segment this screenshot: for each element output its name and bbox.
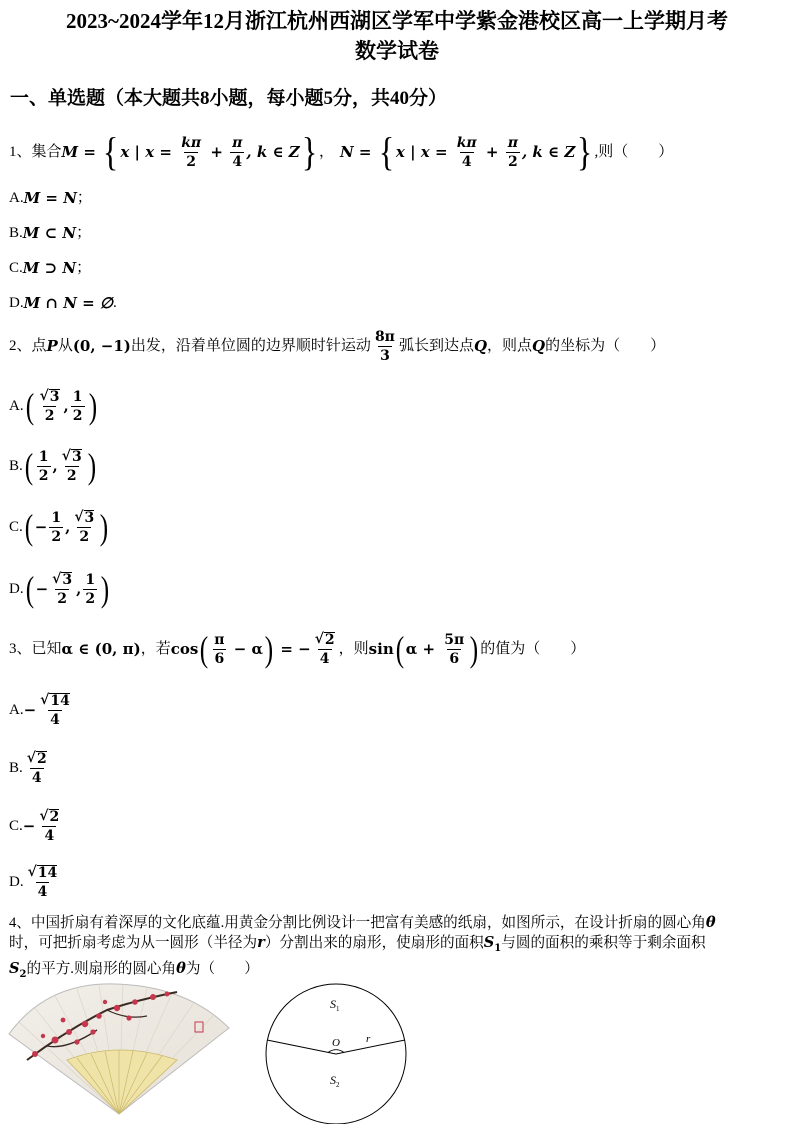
- right-brace: }: [301, 129, 318, 174]
- question-4-stem: [9, 913, 785, 985]
- radicand: 2: [49, 809, 60, 825]
- sqrt: √ 2: [314, 631, 335, 648]
- option-expr: M ⊂ N: [22, 224, 77, 242]
- set-m: M: [61, 143, 79, 161]
- q4-text: ）分割出来的扇形，使扇形的面积: [264, 935, 484, 951]
- radicand: 3: [84, 510, 95, 526]
- q2-text: 弧长到达点: [398, 338, 474, 354]
- left-brace: {: [378, 129, 394, 174]
- radicand: 3: [49, 389, 60, 405]
- option-label: C.: [9, 260, 23, 276]
- option-label: B.: [9, 458, 23, 474]
- start-point: (0, −1): [72, 337, 131, 355]
- denominator: 2: [186, 153, 197, 170]
- q4-text: 与圆的面积的乘积等于剩余面积: [501, 935, 706, 951]
- option-c[interactable]: [9, 505, 110, 549]
- left-paren: (: [395, 629, 404, 669]
- right-brace: }: [577, 129, 593, 174]
- right-paren: ): [100, 569, 110, 609]
- sqrt: √ 3: [39, 388, 60, 405]
- denominator: 6: [214, 650, 225, 667]
- option-label: D.: [9, 295, 24, 311]
- arc-fraction: [373, 330, 397, 363]
- q4-text: 时，可把折扇考虑为从一圆形（半径为: [9, 935, 258, 951]
- numerator: kπ: [456, 134, 477, 151]
- left-paren: (: [24, 446, 33, 486]
- exam-title-line2: 数学试卷: [355, 39, 439, 63]
- equals-negative: = −: [275, 640, 311, 658]
- label-radius-r: r: [366, 1033, 371, 1045]
- fraction: [71, 390, 85, 423]
- fraction: [442, 633, 466, 666]
- option-c[interactable]: [9, 257, 91, 279]
- angle-arc: [328, 1050, 344, 1053]
- fraction: [179, 136, 203, 169]
- q4-text: 中国折扇有着深厚的文化底蕴.用黄金分割比例设计一把富有美感的纸扇，如图所示，在设计折扇的圆心角: [30, 915, 706, 931]
- numerator: 8π: [374, 328, 395, 345]
- numerator: π: [507, 134, 518, 151]
- option-label: D.: [9, 874, 24, 890]
- plus-sign: +: [480, 143, 504, 161]
- sqrt: √ 2: [39, 808, 60, 825]
- area-s2: S: [9, 959, 20, 977]
- option-label: D.: [9, 581, 24, 597]
- numerator: 1: [38, 448, 49, 465]
- equals-sign: =: [353, 143, 377, 161]
- option-d[interactable]: [9, 567, 111, 611]
- var-x: x: [395, 143, 405, 161]
- radicand: 2: [36, 751, 47, 767]
- numerator: 1: [51, 509, 62, 526]
- q2-text: 出发，沿着单位圆的边界顺时针运动: [130, 338, 371, 354]
- left-paren: (: [200, 629, 209, 669]
- alpha-plus: α +: [405, 640, 441, 658]
- point-q: Q: [473, 337, 488, 355]
- fraction: [506, 136, 520, 169]
- option-a[interactable]: [9, 688, 74, 732]
- denominator: 4: [461, 153, 472, 170]
- fraction: [38, 693, 72, 727]
- left-brace: {: [103, 129, 119, 174]
- fraction: [37, 809, 61, 843]
- option-expr: M = N: [23, 189, 77, 207]
- comma: ,: [52, 457, 58, 475]
- sqrt: √ 14: [27, 864, 58, 881]
- q2-text: ，则点: [487, 338, 533, 354]
- label-s2: $S_2$: [330, 1073, 340, 1089]
- theta: θ: [705, 914, 716, 931]
- radicand: 14: [37, 865, 58, 881]
- denominator: 2: [79, 529, 90, 545]
- q2-text: 点: [31, 338, 47, 354]
- right-paren: ): [470, 629, 479, 669]
- denominator: 2: [57, 591, 68, 607]
- option-expr: M ⊃ N: [22, 259, 77, 277]
- option-end: ；: [76, 225, 92, 241]
- sector-radius-left: [267, 1040, 336, 1054]
- question-number: 3、: [9, 641, 32, 657]
- denominator: 2: [51, 528, 62, 545]
- sector-radius-right: [336, 1040, 405, 1054]
- numerator: π: [214, 631, 225, 648]
- radicand: 3: [71, 449, 82, 465]
- option-a[interactable]: [9, 187, 92, 209]
- fraction: [60, 449, 84, 483]
- sqrt: √ 14: [40, 692, 70, 709]
- theta: θ: [176, 959, 186, 977]
- equals-sign: =: [154, 143, 178, 161]
- set-n: N: [339, 143, 354, 161]
- q3-text: ，则: [338, 641, 369, 657]
- equals-sign: =: [429, 143, 453, 161]
- denominator: 2: [72, 407, 83, 424]
- radicand: 3: [62, 572, 73, 588]
- question-number: 2、: [9, 338, 32, 354]
- left-paren: (: [25, 386, 34, 426]
- option-b[interactable]: [9, 746, 51, 790]
- set-bar: |: [129, 143, 146, 161]
- question-number: 1、: [9, 144, 32, 160]
- denominator: 2: [38, 467, 49, 484]
- sqrt: √ 3: [61, 448, 82, 465]
- numerator: [38, 693, 72, 710]
- option-end: ；: [76, 190, 92, 206]
- question-3-stem: [9, 627, 585, 671]
- denominator: 2: [507, 153, 518, 170]
- folding-fan-illustration: [7, 980, 237, 1120]
- fraction: [38, 389, 62, 423]
- point-q: Q: [532, 337, 546, 355]
- var-x: x: [145, 143, 155, 161]
- subscript: 1: [494, 942, 502, 954]
- label-s1: $S_1$: [330, 997, 340, 1013]
- numerator: 1: [85, 571, 96, 588]
- denominator: 4: [31, 770, 42, 786]
- fraction: [37, 450, 51, 483]
- denominator: 4: [232, 153, 243, 170]
- numerator: [60, 449, 84, 466]
- denominator: 6: [449, 650, 460, 667]
- numerator: 5π: [444, 631, 465, 648]
- option-a[interactable]: [9, 384, 99, 428]
- radius-r: r: [257, 934, 265, 951]
- denominator: 2: [44, 408, 55, 424]
- comma: ,: [63, 397, 69, 415]
- var-x: x: [420, 143, 430, 161]
- plus-sign: +: [205, 143, 229, 161]
- radicand: 2: [324, 632, 335, 648]
- option-expr: M ∩ N = ∅: [23, 294, 114, 312]
- numerator: [26, 865, 60, 882]
- denominator: 2: [66, 468, 77, 484]
- option-label: B.: [9, 760, 23, 776]
- fraction: [83, 573, 97, 606]
- q4-line-1: [9, 913, 785, 933]
- minus-sign: −: [35, 580, 49, 598]
- fraction: [72, 510, 96, 544]
- radicand: 14: [50, 693, 70, 709]
- q1-tail: ,则（ ）: [594, 144, 674, 160]
- separator: ，: [318, 144, 334, 160]
- left-paren: (: [24, 507, 33, 547]
- minus-sign: −: [23, 701, 37, 719]
- point-p: P: [46, 337, 58, 355]
- q2-text: 从: [57, 338, 73, 354]
- minus-sign: −: [22, 817, 36, 835]
- minus-sign: −: [34, 518, 48, 536]
- numerator: [50, 572, 74, 589]
- q3-text: ，若: [140, 641, 171, 657]
- denominator: 4: [50, 712, 60, 728]
- fraction: [49, 511, 63, 544]
- sin-function: sin: [368, 640, 394, 658]
- numerator: [38, 389, 62, 406]
- numerator: kπ: [181, 134, 202, 151]
- denominator: 4: [44, 828, 55, 844]
- right-paren: ): [87, 446, 96, 486]
- k-in-z: , k ∈ Z: [246, 143, 300, 161]
- q4-text: 为（ ）: [185, 960, 259, 977]
- numerator: [72, 510, 96, 527]
- label-center-o: O: [332, 1037, 340, 1049]
- exam-title-line1: 2023~2024学年12月浙江杭州西湖区学军中学紫金港校区高一上学期月考: [66, 9, 728, 33]
- right-paren: ): [88, 386, 97, 426]
- var-x: x: [120, 143, 130, 161]
- option-b[interactable]: [9, 444, 98, 488]
- fraction: [26, 865, 60, 899]
- sqrt: √ 2: [26, 750, 47, 767]
- fraction: [313, 632, 337, 666]
- set-bar: |: [404, 143, 421, 161]
- right-paren: ): [100, 507, 109, 547]
- option-end: .: [113, 295, 117, 311]
- section-heading: 一、单选题（本大题共8小题，每小题5分，共40分）: [10, 88, 448, 109]
- q4-line-2: [9, 933, 785, 959]
- subscript: 2: [19, 968, 27, 980]
- denominator: 4: [37, 884, 48, 900]
- area-s1: S: [483, 934, 495, 951]
- option-label: A.: [9, 398, 24, 414]
- sqrt: √ 3: [74, 509, 95, 526]
- option-label: C.: [9, 818, 23, 834]
- comma: ,: [76, 580, 82, 598]
- option-d[interactable]: [9, 860, 61, 904]
- alpha-range: α ∈ (0, π): [61, 640, 141, 658]
- q1-set-word: 集合: [31, 144, 62, 160]
- denominator: 3: [380, 347, 390, 364]
- fraction: [50, 572, 74, 606]
- question-number: 4、: [9, 915, 31, 931]
- cos-function: cos: [170, 640, 199, 658]
- numerator: [313, 632, 337, 649]
- fraction: [455, 136, 479, 169]
- comma: ,: [65, 518, 71, 536]
- numerator: [37, 809, 61, 826]
- equals-sign: =: [78, 143, 102, 161]
- option-label: A.: [9, 702, 24, 718]
- option-label: C.: [9, 519, 23, 535]
- option-d[interactable]: [9, 292, 117, 314]
- left-paren: (: [25, 569, 34, 609]
- q3-text: 的值为（ ）: [480, 641, 586, 657]
- q2-text: 的坐标为（ ）: [545, 338, 666, 354]
- fraction: [25, 751, 49, 785]
- numerator: π: [232, 134, 243, 151]
- numerator: 1: [72, 388, 83, 405]
- option-end: ；: [76, 260, 92, 276]
- sector-diagram: [258, 978, 418, 1124]
- fraction: [212, 633, 226, 666]
- option-c[interactable]: [9, 804, 63, 848]
- denominator: 4: [319, 651, 330, 667]
- fraction: [230, 136, 244, 169]
- q4-text: 的平方.则扇形的圆心角: [26, 960, 177, 977]
- right-paren: ): [264, 629, 274, 669]
- numerator: [25, 751, 49, 768]
- minus-alpha: − α: [228, 640, 264, 658]
- sqrt: √ 3: [52, 571, 73, 588]
- question-2-stem: [9, 325, 665, 367]
- k-in-z: , k ∈ Z: [521, 143, 576, 161]
- option-b[interactable]: [9, 222, 91, 244]
- denominator: 2: [85, 590, 96, 607]
- option-label: A.: [9, 190, 24, 206]
- option-label: B.: [9, 225, 23, 241]
- q3-text: 已知: [31, 641, 62, 657]
- question-1-stem: [9, 128, 673, 176]
